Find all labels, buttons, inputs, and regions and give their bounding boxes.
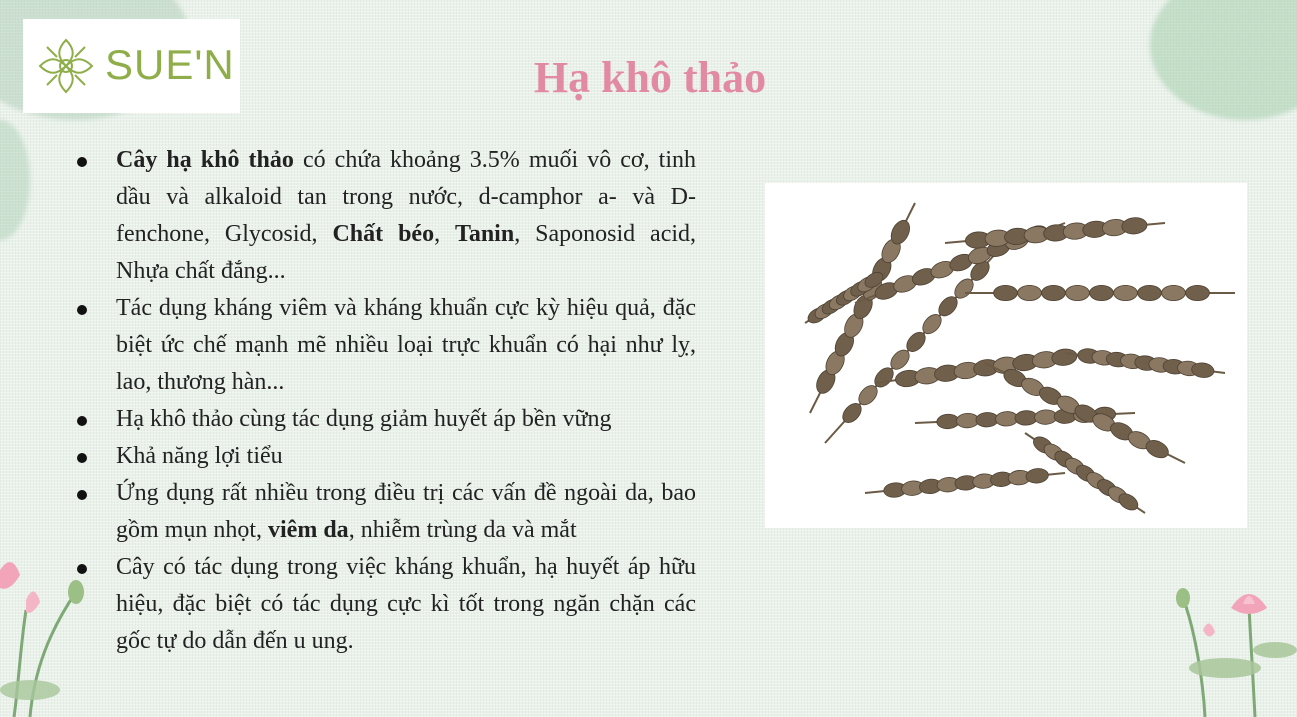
bullet-text: Hạ khô thảo cùng tác dụng giảm huyết áp bền vững xyxy=(116,406,612,432)
bullet-dot-icon xyxy=(77,305,87,315)
bullet-text: , xyxy=(434,221,456,247)
brand-logo xyxy=(23,19,240,113)
herb-spike xyxy=(865,468,1065,499)
bullet-text-bold: Tanin xyxy=(455,221,515,247)
bullet-item xyxy=(74,549,696,660)
lotus-decoration-right xyxy=(1165,580,1297,717)
ornamental-flower-icon xyxy=(37,37,95,95)
bullet-text-bold: Cây hạ khô thảo xyxy=(116,147,294,173)
bullet-dot-icon xyxy=(77,490,87,500)
herb-photo xyxy=(765,183,1247,528)
bullet-item xyxy=(74,290,696,401)
bullet-text: Ứng dụng rất nhiều trong điều trị các vấn đề ngoài da, bao gồm mụn nhọt, xyxy=(116,480,696,543)
bullet-text: có chứa khoảng 3.5% muối vô cơ, tinh dầu và alkaloid tan trong nước, d-camphor a- và D-fenchone, Glycosid, xyxy=(116,147,697,247)
herb-spike xyxy=(945,217,1165,250)
bullet-text-bold: Chất béo xyxy=(332,221,435,247)
bullet-dot-icon xyxy=(77,453,87,463)
watercolor-wash-left xyxy=(0,120,30,240)
bullet-list xyxy=(74,142,696,660)
dried-herb-illustration xyxy=(765,183,1247,528)
brand-name: SUE'N xyxy=(105,41,235,88)
bullet-text: , nhiễm trùng da và mắt xyxy=(348,517,577,543)
bullet-item xyxy=(74,401,696,438)
herb-spike xyxy=(965,285,1235,300)
bullet-item xyxy=(74,475,696,549)
bullet-text: Cây có tác dụng trong việc kháng khuẩn, hạ huyết áp hữu hiệu, đặc biệt có tác dụng cực kì tốt trong ngăn chặn các gốc tự do dẫn đến u ung. xyxy=(116,554,696,654)
bullet-text: , Saponosid acid, Nhựa chất đắng... xyxy=(116,221,697,284)
herb-spike xyxy=(1065,347,1225,378)
watercolor-wash-top-right xyxy=(1150,0,1297,120)
bullet-item xyxy=(74,142,696,290)
bullet-text: Khả năng lợi tiểu xyxy=(116,443,283,469)
page-title: Hạ khô thảo xyxy=(533,53,767,102)
bullet-text-bold: viêm da xyxy=(268,517,349,543)
bullet-dot-icon xyxy=(77,564,87,574)
herb-spike xyxy=(985,363,1185,463)
bullet-dot-icon xyxy=(77,157,87,167)
bullet-item xyxy=(74,438,696,475)
bullet-text: Tác dụng kháng viêm và kháng khuẩn cực kỳ hiệu quả, đặc biệt ức chế mạnh mẽ nhiều loại trực khuẩn có hại như lỵ, lao, thương hàn... xyxy=(116,295,696,395)
bullet-dot-icon xyxy=(77,416,87,426)
